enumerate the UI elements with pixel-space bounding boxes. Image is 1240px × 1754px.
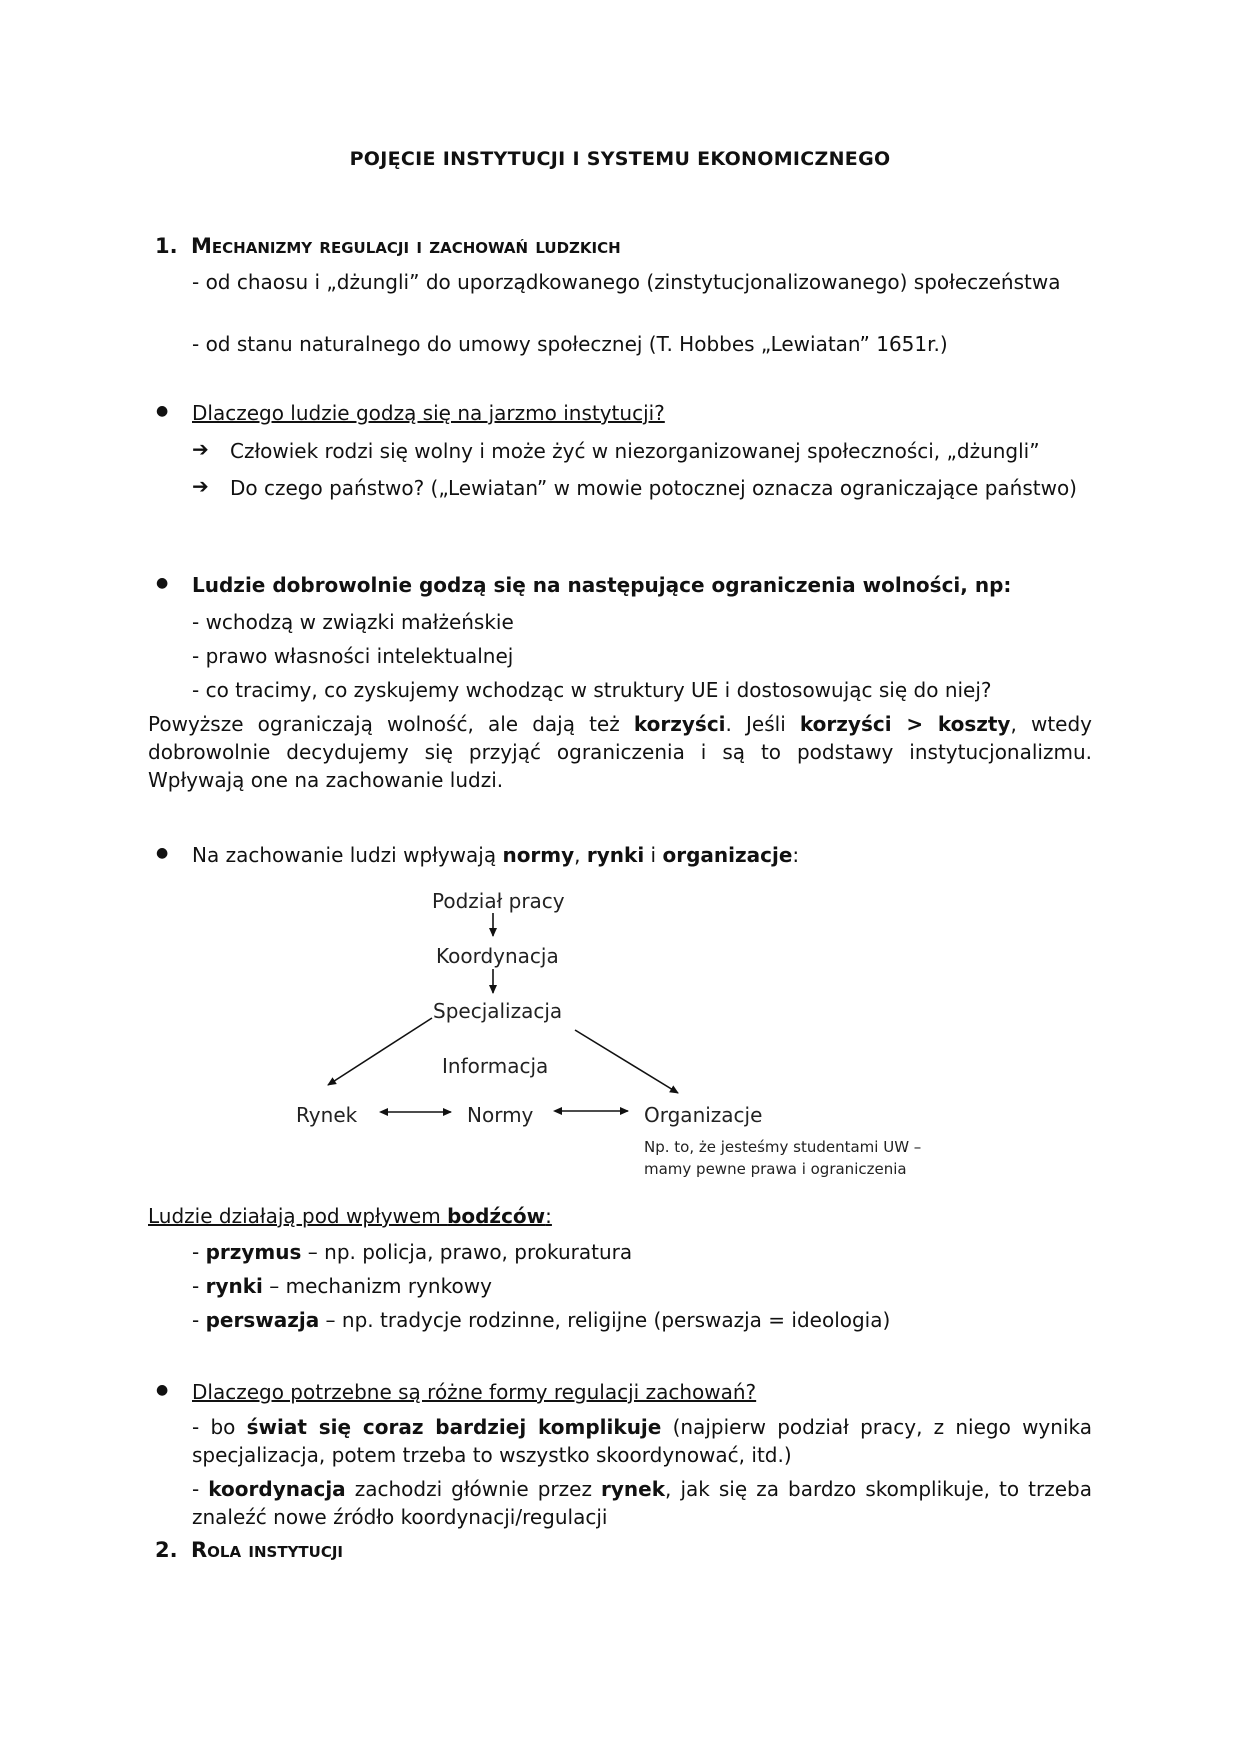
bullet-1-question: Dlaczego ludzie godzą się na jarzmo instytucji?: [192, 401, 665, 425]
bullet-2-item-1: - wchodzą w związki małżeńskie: [192, 610, 514, 634]
bullet-4-question: Dlaczego potrzebne są różne formy regulacji zachowań?: [192, 1380, 757, 1404]
stimuli-heading: Ludzie działają pod wpływem bodźców:: [148, 1204, 552, 1228]
bullet-icon: ●: [156, 845, 169, 861]
diagram-normy: Normy: [467, 1103, 534, 1127]
section-2-heading: [155, 1536, 343, 1564]
section-1-number: 1.: [155, 234, 178, 258]
section-1-title: Mechanizmy regulacji i zachowań ludzkich: [191, 234, 621, 258]
diagram-koordynacja: Koordynacja: [436, 944, 559, 968]
arrow-specjalizacja-organizacje: [575, 1030, 678, 1093]
bold-right-arrow-icon: ➔: [192, 437, 209, 461]
bold-right-arrow-icon: ➔: [192, 474, 209, 498]
section-2-title: Rola instytucji: [191, 1538, 344, 1562]
diagram-rynek: Rynek: [296, 1103, 358, 1127]
bullet-icon: ●: [156, 575, 169, 591]
stimuli-item-1: - przymus – np. policja, prawo, prokuratura: [192, 1240, 633, 1264]
bullet-icon: ●: [156, 403, 169, 419]
bullet-4-line-1: - bo świat się coraz bardziej komplikuje (najpierw podział pracy, z niego wynika specjalizacja, potem trzeba to wszystko skoordynować, itd.): [192, 1415, 1092, 1467]
arrow-specjalizacja-rynek: [328, 1018, 432, 1085]
bullet-2-item-2: - prawo własności intelektualnej: [192, 644, 514, 668]
bullet-1-arrow-2: Do czego państwo? („Lewiatan” w mowie potocznej oznacza ograniczające państwo): [230, 476, 1077, 500]
bullet-1-arrow-1: Człowiek rodzi się wolny i może żyć w niezorganizowanej społeczności, „dżungli”: [230, 439, 1040, 463]
diagram-podzial-pracy: Podział pracy: [432, 889, 565, 913]
diagram-informacja: Informacja: [442, 1054, 549, 1078]
bullet-3-text: Na zachowanie ludzi wpływają normy, rynki i organizacje:: [192, 843, 800, 867]
document-title: POJĘCIE INSTYTUCJI I SYSTEMU EKONOMICZNEGO: [349, 148, 891, 170]
bullet-2-paragraph: Powyższe ograniczają wolność, ale dają też korzyści. Jeśli korzyści > koszty, wtedy dobrowolnie decydujemy się przyjąć ograniczenia i są to podstawy instytucjonalizmu. Wpływają one na zachowanie ludzi.: [148, 712, 1092, 792]
section-1-line-1: - od chaosu i „dżungli” do uporządkowanego (zinstytucjonalizowanego) społeczeństwa: [192, 270, 1061, 294]
stimuli-item-2: - rynki – mechanizm rynkowy: [192, 1274, 492, 1298]
section-2-number: 2.: [155, 1538, 178, 1562]
section-1-line-2: - od stanu naturalnego do umowy społecznej (T. Hobbes „Lewiatan” 1651r.): [192, 332, 948, 356]
diagram-note-line-1: Np. to, że jesteśmy studentami UW –: [644, 1138, 922, 1156]
diagram-organizacje: Organizacje: [644, 1103, 763, 1127]
bullet-icon: ●: [156, 1382, 169, 1398]
bullet-2-heading: Ludzie dobrowolnie godzą się na następujące ograniczenia wolności, np:: [192, 573, 1012, 597]
bullet-2-item-3: - co tracimy, co zyskujemy wchodząc w struktury UE i dostosowując się do niej?: [192, 678, 992, 702]
diagram-specjalizacja: Specjalizacja: [433, 999, 563, 1023]
diagram-note-line-2: mamy pewne prawa i ograniczenia: [644, 1160, 907, 1178]
bullet-4-line-2: - koordynacja zachodzi głównie przez rynek, jak się za bardzo skomplikuje, to trzeba znaleźć nowe źródło koordynacji/regulacji: [192, 1477, 1092, 1529]
stimuli-item-3: - perswazja – np. tradycje rodzinne, religijne (perswazja = ideologia): [192, 1308, 891, 1332]
